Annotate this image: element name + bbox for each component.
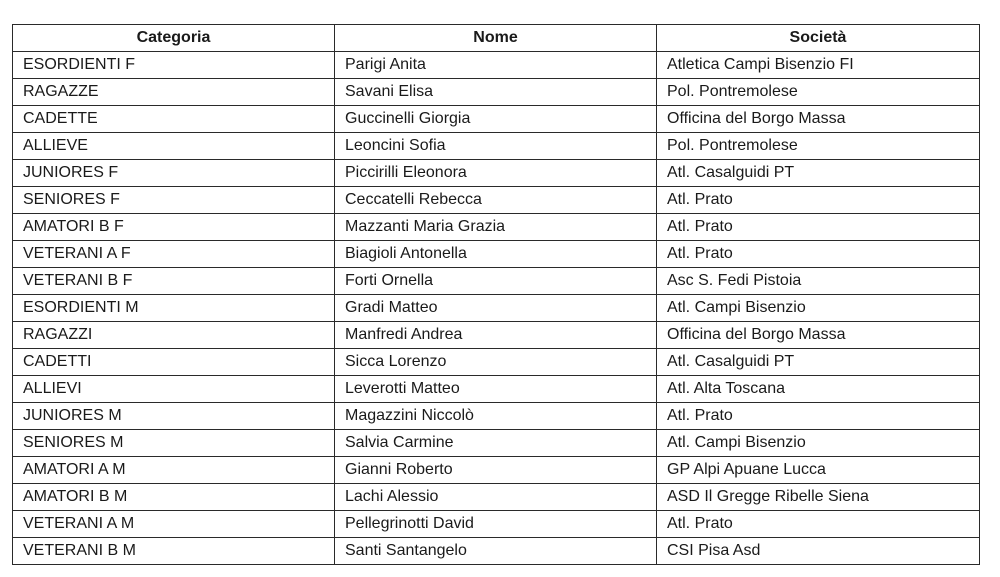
- table-row: [13, 295, 980, 322]
- table-row: [13, 52, 980, 79]
- cell-societa: Atl. Casalguidi PT: [657, 349, 980, 376]
- cell-nome: Leverotti Matteo: [335, 376, 657, 403]
- header-societa: Società: [657, 25, 980, 52]
- cell-categoria: VETERANI A F: [13, 241, 335, 268]
- cell-nome: Lachi Alessio: [335, 484, 657, 511]
- cell-categoria: AMATORI B F: [13, 214, 335, 241]
- cell-societa: Atletica Campi Bisenzio FI: [657, 52, 980, 79]
- cell-societa: Atl. Campi Bisenzio: [657, 430, 980, 457]
- table-row: [13, 241, 980, 268]
- table-row: [13, 160, 980, 187]
- table-row: [13, 349, 980, 376]
- cell-categoria: RAGAZZI: [13, 322, 335, 349]
- cell-categoria: ALLIEVI: [13, 376, 335, 403]
- cell-nome: Piccirilli Eleonora: [335, 160, 657, 187]
- cell-societa: Atl. Campi Bisenzio: [657, 295, 980, 322]
- cell-societa: Asc S. Fedi Pistoia: [657, 268, 980, 295]
- cell-societa: Pol. Pontremolese: [657, 133, 980, 160]
- cell-societa: Atl. Alta Toscana: [657, 376, 980, 403]
- cell-societa: GP Alpi Apuane Lucca: [657, 457, 980, 484]
- cell-nome: Forti Ornella: [335, 268, 657, 295]
- results-table: [12, 24, 980, 565]
- cell-nome: Manfredi Andrea: [335, 322, 657, 349]
- cell-categoria: VETERANI B F: [13, 268, 335, 295]
- table-row: [13, 376, 980, 403]
- cell-societa: Officina del Borgo Massa: [657, 106, 980, 133]
- cell-societa: CSI Pisa Asd: [657, 538, 980, 565]
- cell-categoria: CADETTE: [13, 106, 335, 133]
- header-row: [13, 25, 980, 52]
- cell-nome: Mazzanti Maria Grazia: [335, 214, 657, 241]
- header-categoria: Categoria: [13, 25, 335, 52]
- table-row: [13, 538, 980, 565]
- cell-categoria: CADETTI: [13, 349, 335, 376]
- cell-categoria: SENIORES F: [13, 187, 335, 214]
- cell-categoria: JUNIORES M: [13, 403, 335, 430]
- cell-categoria: RAGAZZE: [13, 79, 335, 106]
- cell-societa: Atl. Prato: [657, 187, 980, 214]
- cell-nome: Ceccatelli Rebecca: [335, 187, 657, 214]
- cell-categoria: ALLIEVE: [13, 133, 335, 160]
- table-row: [13, 457, 980, 484]
- header-nome: Nome: [335, 25, 657, 52]
- cell-nome: Santi Santangelo: [335, 538, 657, 565]
- cell-nome: Guccinelli Giorgia: [335, 106, 657, 133]
- cell-nome: Savani Elisa: [335, 79, 657, 106]
- cell-societa: Pol. Pontremolese: [657, 79, 980, 106]
- cell-nome: Parigi Anita: [335, 52, 657, 79]
- table-row: [13, 187, 980, 214]
- cell-societa: Atl. Prato: [657, 241, 980, 268]
- results-sheet: [12, 24, 979, 565]
- table-row: [13, 268, 980, 295]
- cell-societa: Atl. Prato: [657, 214, 980, 241]
- table-row: [13, 484, 980, 511]
- cell-categoria: JUNIORES F: [13, 160, 335, 187]
- table-row: [13, 430, 980, 457]
- table-row: [13, 106, 980, 133]
- cell-nome: Sicca Lorenzo: [335, 349, 657, 376]
- cell-categoria: VETERANI A M: [13, 511, 335, 538]
- cell-nome: Gianni Roberto: [335, 457, 657, 484]
- cell-societa: Atl. Prato: [657, 403, 980, 430]
- cell-categoria: ESORDIENTI M: [13, 295, 335, 322]
- cell-societa: Atl. Prato: [657, 511, 980, 538]
- cell-societa: ASD Il Gregge Ribelle Siena: [657, 484, 980, 511]
- cell-societa: Atl. Casalguidi PT: [657, 160, 980, 187]
- table-row: [13, 322, 980, 349]
- table-row: [13, 403, 980, 430]
- cell-nome: Gradi Matteo: [335, 295, 657, 322]
- cell-categoria: ESORDIENTI F: [13, 52, 335, 79]
- cell-nome: Magazzini Niccolò: [335, 403, 657, 430]
- cell-nome: Biagioli Antonella: [335, 241, 657, 268]
- cell-nome: Leoncini Sofia: [335, 133, 657, 160]
- cell-categoria: AMATORI A M: [13, 457, 335, 484]
- cell-nome: Salvia Carmine: [335, 430, 657, 457]
- cell-societa: Officina del Borgo Massa: [657, 322, 980, 349]
- table-row: [13, 133, 980, 160]
- table-body: [13, 52, 980, 565]
- table-row: [13, 511, 980, 538]
- cell-categoria: VETERANI B M: [13, 538, 335, 565]
- table-row: [13, 214, 980, 241]
- table-row: [13, 79, 980, 106]
- cell-nome: Pellegrinotti David: [335, 511, 657, 538]
- cell-categoria: SENIORES M: [13, 430, 335, 457]
- cell-categoria: AMATORI B M: [13, 484, 335, 511]
